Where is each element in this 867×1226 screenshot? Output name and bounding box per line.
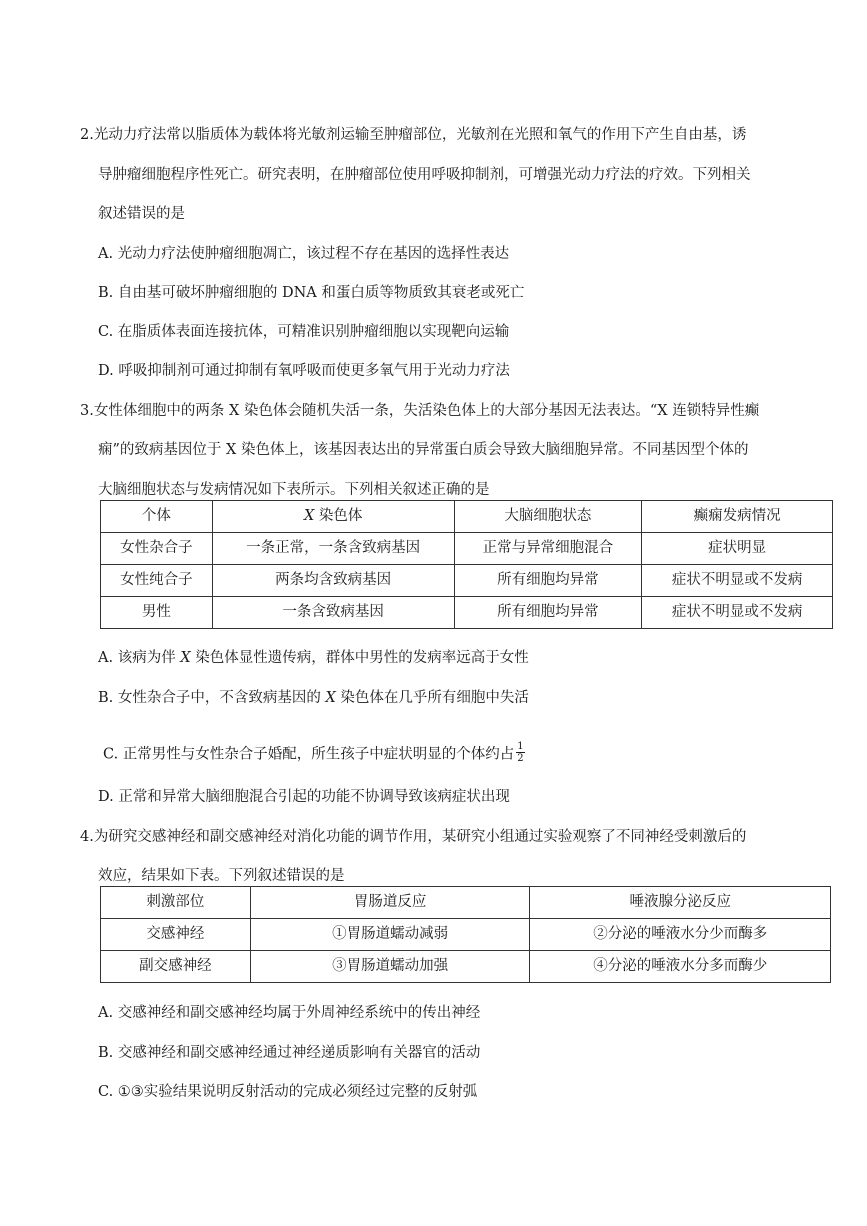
q2-option-a: A. 光动力疗法使肿瘤细胞凋亡，该过程不存在基因的选择性表达 <box>98 246 510 262</box>
table-cell: ②分泌的唾液水分少而酶多 <box>530 919 831 951</box>
table-cell: 一条正常，一条含致病基因 <box>212 533 454 565</box>
q4-stem-line1: 4.为研究交感神经和副交感神经对消化功能的调节作用，某研究小组通过实验观察了不同神经受刺激后的 <box>80 829 747 845</box>
table-header-cell: 唾液腺分泌反应 <box>530 887 831 919</box>
fraction-denominator: 2 <box>517 753 524 764</box>
table-cell: 交感神经 <box>101 919 251 951</box>
table-cell: ③胃肠道蠕动加强 <box>250 951 530 983</box>
table-header-cell: 个体 <box>101 501 213 533</box>
table-cell: 副交感神经 <box>101 951 251 983</box>
table-row <box>101 565 833 597</box>
table-header-cell <box>212 501 454 533</box>
table-header-row <box>101 501 833 533</box>
q4-stem-line2: 效应，结果如下表。下列叙述错误的是 <box>98 868 345 884</box>
table-cell: ④分泌的唾液水分多而酶少 <box>530 951 831 983</box>
q3-stem-line1: 3.女性体细胞中的两条 X 染色体会随机失活一条，失活染色体上的大部分基因无法表达。“X 连锁特异性癫 <box>80 403 760 419</box>
table-cell: 所有细胞均异常 <box>454 597 642 629</box>
option-text: A. 该病为伴 <box>98 650 181 666</box>
table-header-cell: 胃肠道反应 <box>250 887 530 919</box>
option-text: B. 女性杂合子中，不含致病基因的 <box>98 690 326 706</box>
table-cell: 女性杂合子 <box>101 533 213 565</box>
q4-table <box>100 886 831 983</box>
q3-option-b <box>98 688 529 708</box>
table-cell: 症状不明显或不发病 <box>642 565 833 597</box>
table-row <box>101 533 833 565</box>
table-row <box>101 951 831 983</box>
option-text: C. 正常男性与女性杂合子婚配，所生孩子中症状明显的个体约占 <box>103 746 515 763</box>
q2-stem-line1: 2.光动力疗法常以脂质体为载体将光敏剂运输至肿瘤部位，光敏剂在光照和氧气的作用下产生自由基，诱 <box>80 127 747 143</box>
q4-option-a: A. 交感神经和副交感神经均属于外周神经系统中的传出神经 <box>98 1005 481 1021</box>
q2-option-c: C. 在脂质体表面连接抗体，可精准识别肿瘤细胞以实现靶向运输 <box>98 324 510 340</box>
table-cell: 男性 <box>101 597 213 629</box>
table-row <box>101 597 833 629</box>
table-cell: 所有细胞均异常 <box>454 565 642 597</box>
table-cell: ①胃肠道蠕动减弱 <box>250 919 530 951</box>
q3-option-c <box>103 743 525 766</box>
fraction-numerator: 1 <box>517 741 524 752</box>
q3-stem-line2: 痫”的致病基因位于 X 染色体上，该基因表达出的异常蛋白质会导致大脑细胞异常。不同基因型个体的 <box>98 442 749 458</box>
q2-option-d: D. 呼吸抑制剂可通过抑制有氧呼吸而使更多氧气用于光动力疗法 <box>98 363 510 379</box>
table-cell: 两条均含致病基因 <box>212 565 454 597</box>
table-cell: 一条含致病基因 <box>212 597 454 629</box>
x-chromosome-symbol: X <box>325 690 336 706</box>
q4-option-c: C. ①③实验结果说明反射活动的完成必须经过完整的反射弧 <box>98 1084 478 1100</box>
table-cell: 症状不明显或不发病 <box>642 597 833 629</box>
table-cell: 正常与异常细胞混合 <box>454 533 642 565</box>
q2-option-b: B. 自由基可破坏肿瘤细胞的 DNA 和蛋白质等物质致其衰老或死亡 <box>98 285 525 301</box>
table-cell: 症状明显 <box>642 533 833 565</box>
q3-option-d: D. 正常和异常大脑细胞混合引起的功能不协调导致该病症状出现 <box>98 789 510 805</box>
x-chromosome-symbol: X <box>303 508 315 524</box>
q2-stem-line2: 导肿瘤细胞程序性死亡。研究表明，在肿瘤部位使用呼吸抑制剂，可增强光动力疗法的疗效。下列相关 <box>98 167 751 183</box>
option-text: 染色体显性遗传病，群体中男性的发病率远高于女性 <box>190 650 529 666</box>
q2-stem-line3: 叙述错误的是 <box>98 206 185 222</box>
x-chromosome-symbol: X <box>180 650 191 666</box>
table-header-cell: 癫痫发病情况 <box>642 501 833 533</box>
table-cell: 女性纯合子 <box>101 565 213 597</box>
q3-option-a <box>98 648 529 668</box>
fraction <box>516 741 524 764</box>
table-header-cell: 刺激部位 <box>101 887 251 919</box>
table-header-label: 染色体 <box>318 508 363 524</box>
table-row <box>101 919 831 951</box>
option-text: 染色体在几乎所有细胞中失活 <box>335 690 529 706</box>
table-header-cell: 大脑细胞状态 <box>454 501 642 533</box>
q3-stem-line3: 大脑细胞状态与发病情况如下表所示。下列相关叙述正确的是 <box>98 482 490 498</box>
q3-table <box>100 500 833 629</box>
table-header-row <box>101 887 831 919</box>
q4-option-b: B. 交感神经和副交感神经通过神经递质影响有关器官的活动 <box>98 1045 481 1061</box>
